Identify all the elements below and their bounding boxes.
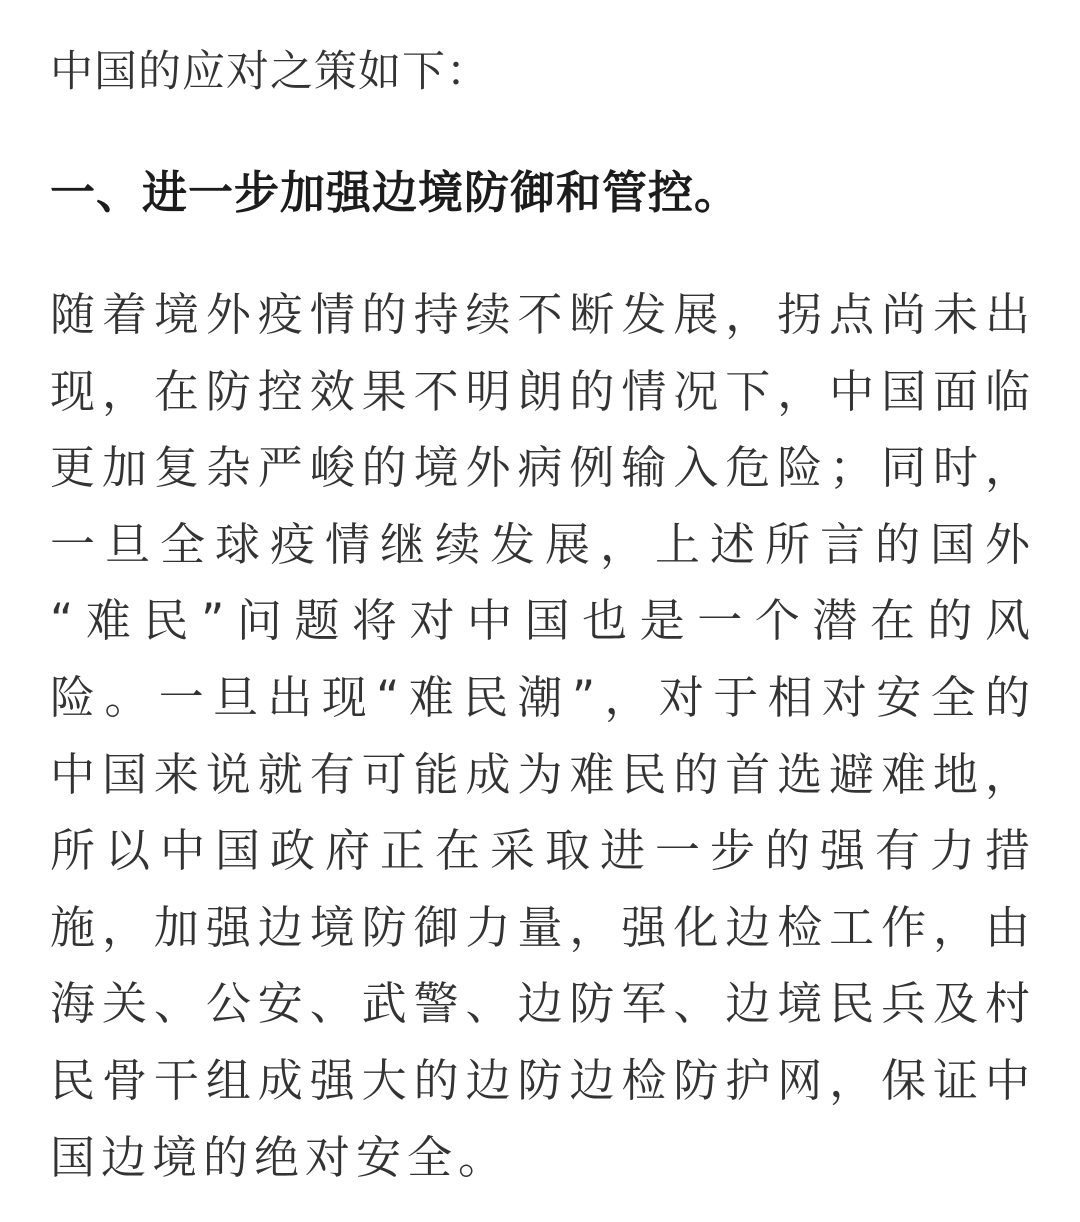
section-heading: 一、进一步加强边境防御和管控。 <box>50 166 741 219</box>
paragraph-line: 中国来说就有可能成为难民的首选避难地， <box>50 747 1030 801</box>
paragraph-line: 所以中国政府正在采取进一步的强有力措 <box>50 824 1030 878</box>
paragraph-line: 施，加强边境防御力量，强化边检工作，由 <box>50 900 1030 954</box>
paragraph-line: 随着境外疫情的持续不断发展，拐点尚未出 <box>50 288 1030 341</box>
paragraph-line: 海关、公安、武警、边防军、边境民兵及村 <box>50 977 1030 1031</box>
paragraph-line: 国边境的绝对安全。 <box>50 1130 510 1184</box>
intro-text: 中国的应对之策如下： <box>50 47 490 97</box>
paragraph-line: 现，在防控效果不明朗的情况下，中国面临 <box>50 364 1030 418</box>
paragraph-line: 险。一旦出现“难民潮”，对于相对安全的 <box>50 670 1030 724</box>
paragraph-line: “难民”问题将对中国也是一个潜在的风 <box>50 594 1030 648</box>
paragraph-line: 更加复杂严峻的境外病例输入危险；同时， <box>50 441 1030 495</box>
paragraph-line: 一旦全球疫情继续发展，上述所言的国外 <box>50 517 1030 571</box>
paragraph-line: 民骨干组成强大的边防边检防护网，保证中 <box>50 1053 1030 1107</box>
body-paragraph <box>50 285 1040 1204</box>
